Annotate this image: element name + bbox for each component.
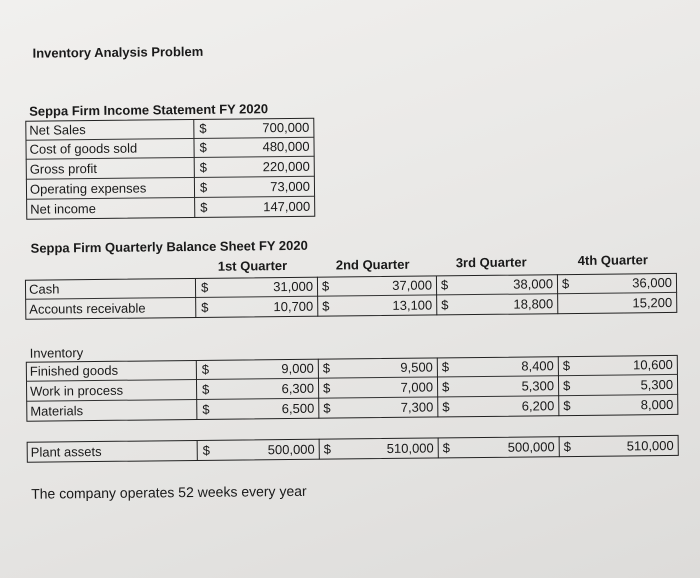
finished-goods-q2: 9,500 [400, 359, 433, 375]
materials-q2: 7,300 [400, 399, 434, 415]
ar-q4: 15,200 [632, 294, 673, 311]
currency-symbol: $ [201, 361, 210, 377]
plant-assets-q2: 510,000 [386, 440, 434, 456]
cash-label: Cash [28, 281, 60, 297]
cash-q1: 31,000 [273, 278, 314, 295]
gross-profit-value: 220,000 [262, 158, 310, 175]
currency-symbol: $ [563, 398, 571, 414]
finished-goods-q3: 8,400 [521, 358, 554, 374]
operating-expenses-value: 73,000 [270, 178, 311, 195]
currency-symbol: $ [200, 199, 208, 215]
currency-symbol: $ [562, 378, 571, 394]
currency-symbol: $ [441, 379, 450, 395]
cogs-value: 480,000 [262, 138, 310, 155]
currency-symbol: $ [323, 441, 332, 457]
currency-symbol: $ [323, 400, 331, 416]
wip-q4: 5,300 [640, 376, 674, 393]
plant-assets-label: Plant assets [30, 443, 102, 460]
currency-symbol: $ [199, 179, 208, 195]
net-sales-label: Net Sales [29, 122, 86, 138]
net-income-label: Net income [30, 201, 97, 217]
quarter-4-header: 4th Quarter [577, 252, 648, 268]
quarter-1-header: 1st Quarter [217, 258, 288, 274]
quarter-2-header: 2nd Quarter [335, 256, 410, 273]
materials-q3: 6,200 [521, 398, 555, 414]
page-title: Inventory Analysis Problem [32, 43, 204, 61]
currency-symbol: $ [200, 279, 209, 295]
cash-q3: 38,000 [513, 276, 554, 292]
currency-symbol: $ [199, 159, 208, 175]
currency-symbol: $ [202, 381, 210, 397]
currency-symbol: $ [199, 139, 207, 155]
currency-symbol: $ [199, 120, 207, 136]
plant-assets-q1: 500,000 [267, 441, 315, 458]
wip-q2: 7,000 [400, 379, 434, 395]
finished-goods-q4: 10,600 [633, 356, 673, 373]
currency-symbol: $ [441, 359, 450, 375]
accounts-receivable-label: Accounts receivable [29, 300, 146, 317]
cash-q4: 36,000 [632, 274, 673, 291]
wip-q3: 5,300 [521, 378, 555, 394]
currency-symbol: $ [322, 298, 330, 314]
currency-symbol: $ [321, 278, 330, 294]
currency-symbol: $ [442, 440, 451, 456]
currency-symbol: $ [201, 299, 209, 315]
currency-symbol: $ [202, 401, 210, 417]
currency-symbol: $ [202, 442, 211, 458]
currency-symbol: $ [561, 276, 570, 292]
currency-symbol: $ [322, 360, 331, 376]
footnote: The company operates 52 weeks every year [31, 482, 307, 502]
finished-goods-q1: 9,000 [281, 360, 314, 377]
net-income-value: 147,000 [263, 198, 311, 215]
inventory-heading: Inventory [29, 345, 84, 361]
ar-q3: 18,800 [513, 296, 554, 312]
currency-symbol: $ [440, 277, 449, 293]
currency-symbol: $ [323, 380, 331, 396]
materials-q4: 8,000 [640, 396, 674, 413]
ar-q1: 10,700 [273, 298, 314, 315]
currency-symbol: $ [442, 399, 450, 415]
plant-assets-q4: 510,000 [626, 437, 674, 454]
balance-sheet-title: Seppa Firm Quarterly Balance Sheet FY 2020 [30, 237, 308, 256]
operating-expenses-label: Operating expenses [29, 180, 147, 197]
materials-label: Materials [30, 403, 84, 419]
currency-symbol: $ [563, 439, 572, 455]
currency-symbol: $ [441, 297, 449, 313]
income-statement-title: Seppa Firm Income Statement FY 2020 [29, 101, 269, 119]
cogs-label: Cost of goods sold [29, 140, 138, 157]
finished-goods-label: Finished goods [29, 362, 119, 379]
work-in-process-label: Work in process [30, 382, 124, 399]
quarter-3-header: 3rd Quarter [455, 254, 527, 271]
net-sales-value: 700,000 [262, 119, 310, 136]
ar-q2: 13,100 [392, 297, 433, 313]
wip-q1: 6,300 [281, 380, 315, 397]
materials-q1: 6,500 [281, 400, 315, 417]
plant-assets-q3: 500,000 [507, 439, 555, 455]
currency-symbol: $ [562, 358, 571, 374]
cash-q2: 37,000 [392, 277, 433, 293]
gross-profit-label: Gross profit [29, 160, 98, 177]
